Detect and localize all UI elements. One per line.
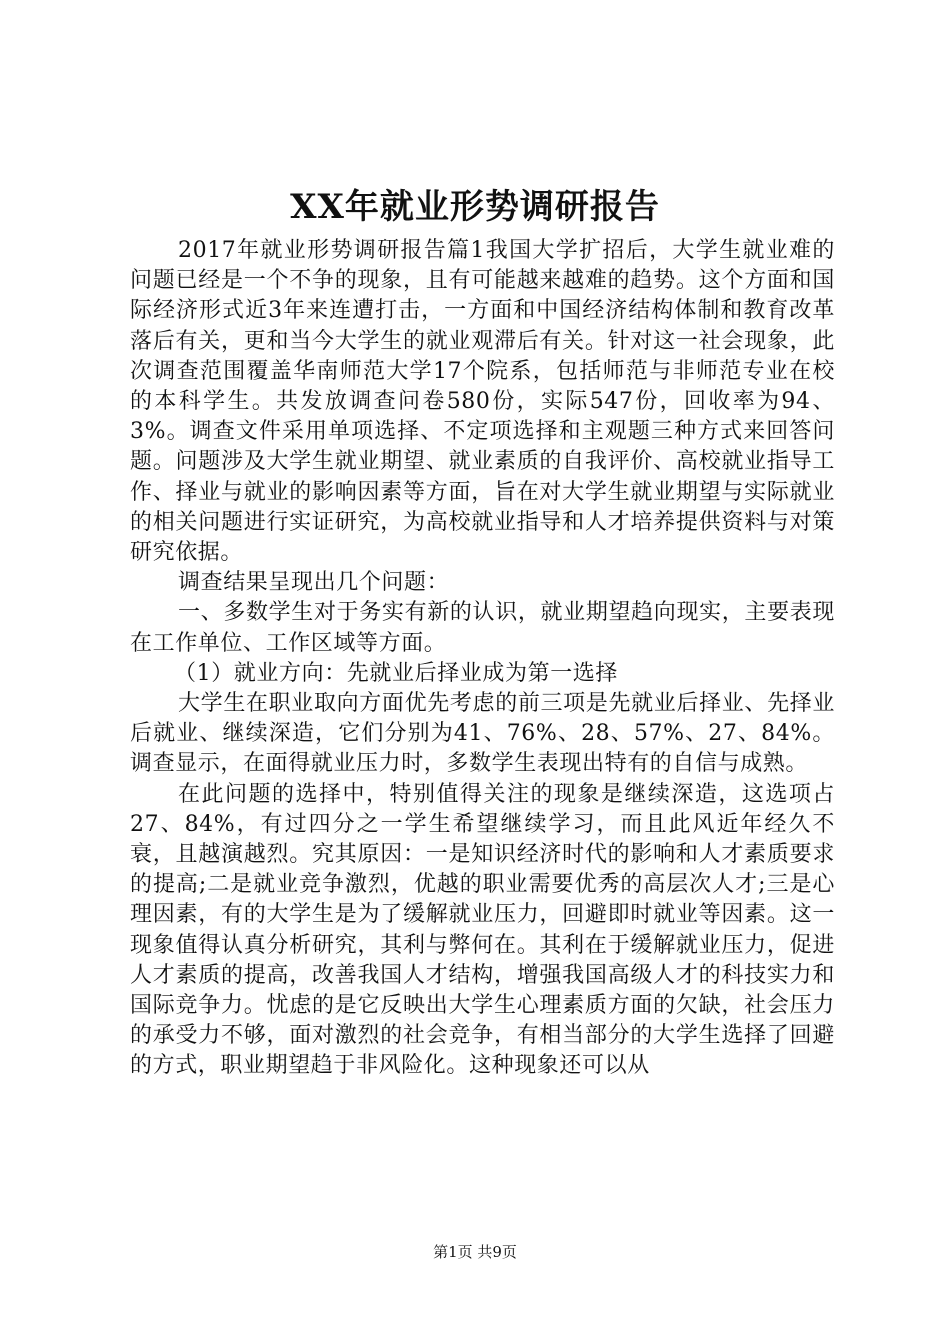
- paragraph-further-study: 在此问题的选择中，特别值得关注的现象是继续深造，这选项占27、84%，有过四分之一学生希望继续学习，而且此风近年经久不衰，且越演越烈。究其原因：一是知识经济时代的影响和人才素质要求的提高;二是就业竞争激烈，优越的职业需要优秀的高层次人才;三是心理因素，有的大学生是为了缓解就业压力，回避即时就业等因素。这一现象值得认真分析研究，其利与弊何在。其利在于缓解就业压力，促进人才素质的提高，改善我国人才结构，增强我国高级人才的科技实力和国际竞争力。忧虑的是它反映出大学生心理素质方面的欠缺，社会压力的承受力不够，面对激烈的社会竞争，有相当部分的大学生选择了回避的方式，职业期望趋于非风险化。这种现象还可以从: [130, 781, 835, 1079]
- paragraph-survey-results: 调查结果呈现出几个问题：: [178, 570, 450, 596]
- paragraph-subheading-direction: （1）就业方向：先就业后择业成为第一选择: [174, 660, 618, 686]
- document-body: [130, 236, 835, 1082]
- paragraph-point-one: 一、多数学生对于务实有新的认识，就业期望趋向现实，主要表现在工作单位、工作区域等方面。: [130, 600, 835, 656]
- page-footer: 第1页 共9页: [433, 1243, 517, 1261]
- paragraph-career-orientation: 大学生在职业取向方面优先考虑的前三项是先就业后择业、先择业后就业、继续深造，它们分别为41、76%、28、57%、27、84%。调查显示，在面得就业压力时，多数学生表现出特有的自信与成熟。: [130, 691, 835, 777]
- document-title: XX年就业形势调研报告: [290, 187, 660, 227]
- paragraph-intro: 2017年就业形势调研报告篇1我国大学扩招后，大学生就业难的问题已经是一个不争的现象，且有可能越来越难的趋势。这个方面和国际经济形式近3年来连遭打击，一方面和中国经济结构体制和教育改革落后有关，更和当今大学生的就业观滞后有关。针对这一社会现象，此次调查范围覆盖华南师范大学17个院系，包括师范与非师范专业在校的本科学生。共发放调查问卷580份，实际547份，回收率为94、3%。调查文件采用单项选择、不定项选择和主观题三种方式来回答问题。问题涉及大学生就业期望、就业素质的自我评价、高校就业指导工作、择业与就业的影响因素等方面，旨在对大学生就业期望与实际就业的相关问题进行实证研究，为高校就业指导和人才培养提供资料与对策研究依据。: [130, 238, 835, 566]
